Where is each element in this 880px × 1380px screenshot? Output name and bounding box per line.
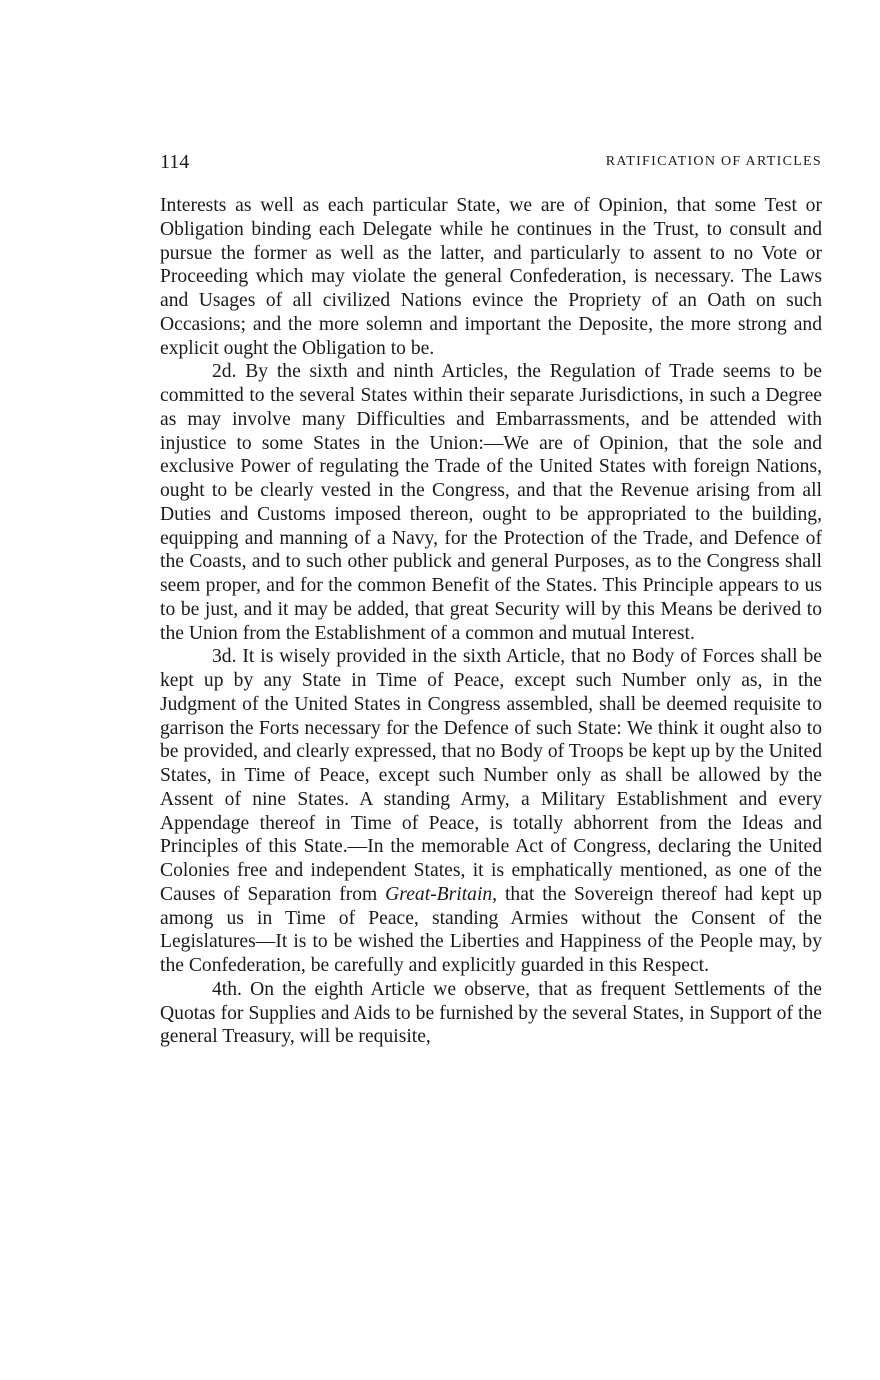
paragraph-2d-trade-regulation: 2d. By the sixth and ninth Articles, the Regulation of Trade seems to be committed to the several States within their separate Jurisdictions, in such a Degree as may involve many Difficulties and Embarrassments, and be attended with injustice to some States in the Union:—We are of Opinion, that the sole and exclusive Power of regulating the Trade of the United States with foreign Nations, ought to be clearly vested in the Congress, and that the Revenue arising from all Duties and Customs imposed thereon, ought to be appropriated to the building, equipping and manning of a Navy, for the Protection of the Trade, and Defence of the Coasts, and to such other publick and general Purposes, as to the Congress shall seem proper, and for the common Benefit of the States. This Principle appears to us to be just, and it may be added, that great Security will by this Means be derived to the Union from the Establishment of a common and mutual Interest. — [160, 361, 822, 644]
italic-great-britain: Great-Britain, — [385, 883, 498, 905]
paragraph-4th-eighth-article: 4th. On the eighth Article we observe, that as frequent Settlements of the Quotas for Supplies and Aids to be furnished by the several States, in Support of the general Treasury, will be requisite, — [160, 978, 822, 1048]
paragraph-3d-standing-army — [160, 645, 822, 978]
paragraph-continuation: Interests as well as each particular State, we are of Opinion, that some Test or Obligation binding each Delegate while he continues in the Trust, to consult and pursue the former as well as the latter, and particularly to assent to no Vote or Proceeding which may violate the general Confederation, is necessary. The Laws and Usages of all civilized Nations evince the Propriety of an Oath on such Occasions; and the more solemn and important the Deposite, the more strong and explicit ought the Obligation to be. — [160, 195, 822, 359]
paragraph-text-after-emphasis: that the Sovereign thereof had kept up among us in Time of Peace, standing Armies without the Consent of the Legislatures—It is to be wished the Liberties and Happiness of the People may, by the Confederation, be carefully and explicitly guarded in this Respect. — [160, 883, 822, 976]
body-text — [160, 194, 822, 1049]
running-head — [160, 150, 822, 174]
page-number: 114 — [160, 151, 190, 173]
running-title: RATIFICATION OF ARTICLES — [605, 154, 822, 169]
paragraph-text-before-emphasis: 3d. It is wisely provided in the sixth Article, that no Body of Forces shall be kept up by any State in Time of Peace, except such Number only as, in the Judgment of the United States in Congress assembled, shall be deemed requisite to garrison the Forts necessary for the Defence of such State: We think it ought also to be provided, and clearly expressed, that no Body of Troops be kept up by the United States, in Time of Peace, except such Number only as shall be allowed by the Assent of nine States. A standing Army, a Military Establishment and every Appendage thereof in Time of Peace, is totally abhorrent from the Ideas and Principles of this State.—In the memorable Act of Congress, declaring the United Colonies free and independent States, it is emphatically mentioned, as one of the Causes of Separation from — [160, 646, 822, 905]
